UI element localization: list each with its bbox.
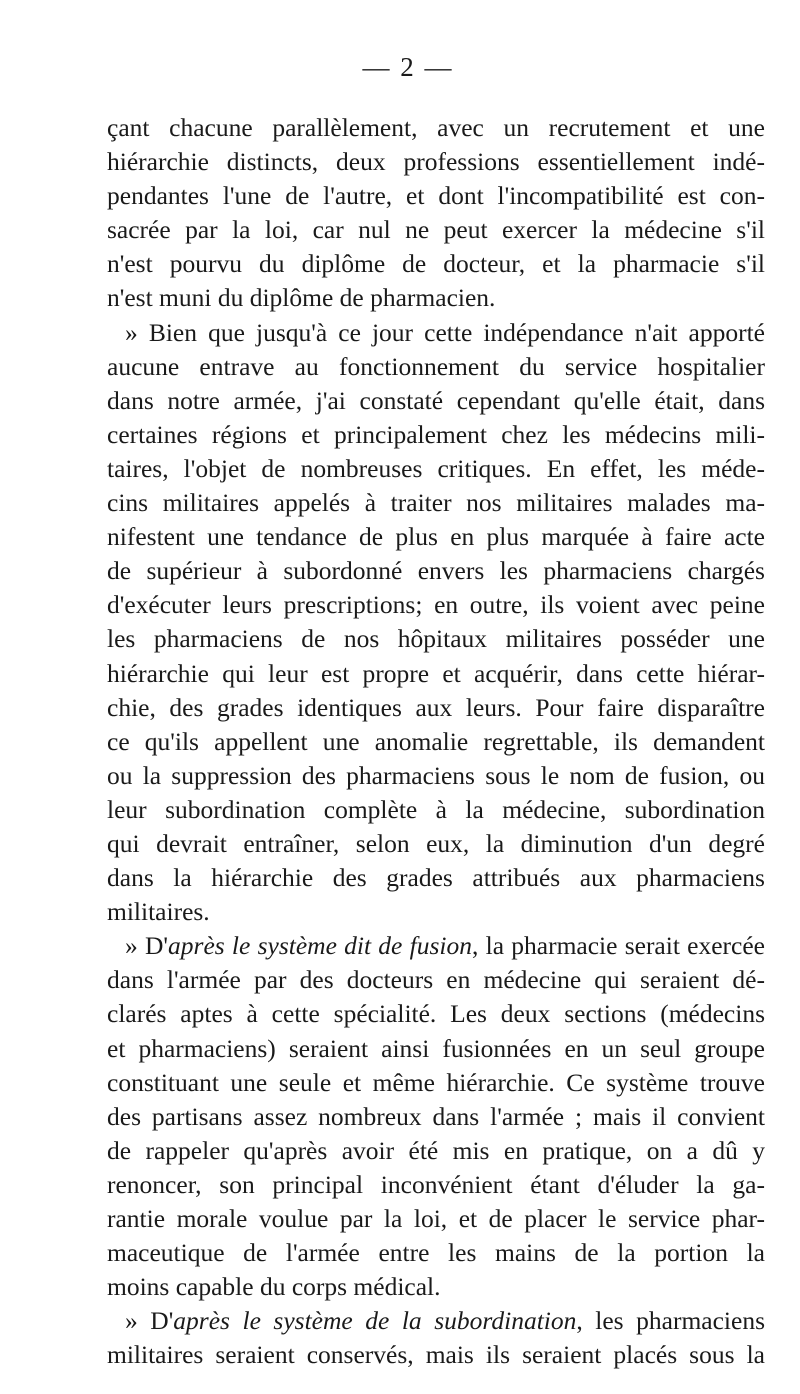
text-line: de supérieur à subordonné envers les pharmaciens chargés	[107, 556, 765, 586]
text-line: çant chacune parallèlement, avec un recrutement et une	[107, 113, 765, 142]
text-line: aucune entrave au fonctionnement du service hospitalier	[107, 351, 765, 381]
paragraph-3	[107, 929, 765, 1304]
text-line: maceutique de l'armée entre les mains de la portion la	[107, 1238, 765, 1268]
text-line: des partisans assez nombreux dans l'armée ; mais il convient	[107, 1101, 765, 1131]
text-line: moins capable du corps médical.	[107, 1272, 441, 1302]
italic-term-subordination: après le système de la subordination	[173, 1306, 577, 1336]
text-line: qui devrait entraîner, selon eux, la diminution d'un degré	[107, 828, 765, 858]
text-line: ce qu'ils appellent une anomalie regrettable, ils demandent	[107, 726, 765, 756]
text-segment: , la pharmacie serait exercée	[471, 931, 766, 961]
page-number: — 2 —	[362, 52, 454, 82]
italic-term-fusion: après le système dit de fusion	[168, 931, 472, 961]
text-line: d'exécuter leurs prescriptions; en outre, ils voient avec peine	[107, 590, 765, 620]
paragraph-1	[107, 111, 765, 316]
text-line: dans la hiérarchie des grades attribués aux pharmaciens	[107, 863, 765, 893]
text-line: militaires seraient conservés, mais ils seraient placés sous la	[107, 1340, 765, 1370]
text-line: chie, des grades identiques aux leurs. Pour faire disparaître	[107, 692, 765, 722]
text-line: militaires.	[107, 897, 210, 927]
text-line: ou la suppression des pharmaciens sous le nom de fusion, ou	[107, 760, 765, 790]
text-line: de rappeler qu'après avoir été mis en pratique, on a dû y	[107, 1135, 765, 1165]
text-segment: , les pharmaciens	[576, 1306, 765, 1336]
text-line: n'est muni du diplôme de pharmacien.	[107, 283, 496, 313]
text-line: et pharmaciens) seraient ainsi fusionnées en un seul groupe	[107, 1033, 765, 1063]
paragraph-4	[107, 1304, 765, 1372]
text-line: sacrée par la loi, car nul ne peut exercer la médecine s'il	[107, 215, 765, 245]
text-segment: » D'	[125, 1306, 174, 1336]
text-line: renoncer, son principal inconvénient étant d'éluder la ga-	[107, 1169, 765, 1199]
text-line: cins militaires appelés à traiter nos militaires malades ma-	[107, 488, 765, 518]
text-line: nifestent une tendance de plus en plus marquée à faire acte	[107, 522, 765, 552]
text-line: dans notre armée, j'ai constaté cependant qu'elle était, dans	[107, 385, 765, 415]
text-line: certaines régions et principalement chez les médecins mili-	[107, 419, 765, 449]
paragraph-2	[107, 316, 765, 930]
document-body	[107, 111, 765, 1372]
text-line: » Bien que jusqu'à ce jour cette indépendance n'ait apporté	[125, 317, 765, 347]
text-segment: » D'	[125, 931, 169, 961]
text-line: n'est pourvu du diplôme de docteur, et la pharmacie s'il	[107, 249, 765, 279]
text-line: leur subordination complète à la médecine, subordination	[107, 794, 765, 824]
text-line	[107, 929, 765, 963]
text-line: hiérarchie distincts, deux professions essentiellement indé-	[107, 147, 765, 177]
text-line: constituant une seule et même hiérarchie. Ce système trouve	[107, 1067, 765, 1097]
text-line: taires, l'objet de nombreuses critiques. En effet, les méde-	[107, 453, 765, 483]
text-line: hiérarchie qui leur est propre et acquérir, dans cette hiérar-	[107, 658, 765, 688]
text-line: rantie morale voulue par la loi, et de placer le service phar-	[107, 1204, 765, 1233]
text-line: dans l'armée par des docteurs en médecine qui seraient dé-	[107, 965, 765, 995]
text-line	[107, 1304, 765, 1338]
text-line: les pharmaciens de nos hôpitaux militaires posséder une	[107, 624, 765, 654]
text-line: clarés aptes à cette spécialité. Les deux sections (médecins	[107, 999, 765, 1029]
text-line: pendantes l'une de l'autre, et dont l'incompatibilité est con-	[107, 181, 765, 211]
